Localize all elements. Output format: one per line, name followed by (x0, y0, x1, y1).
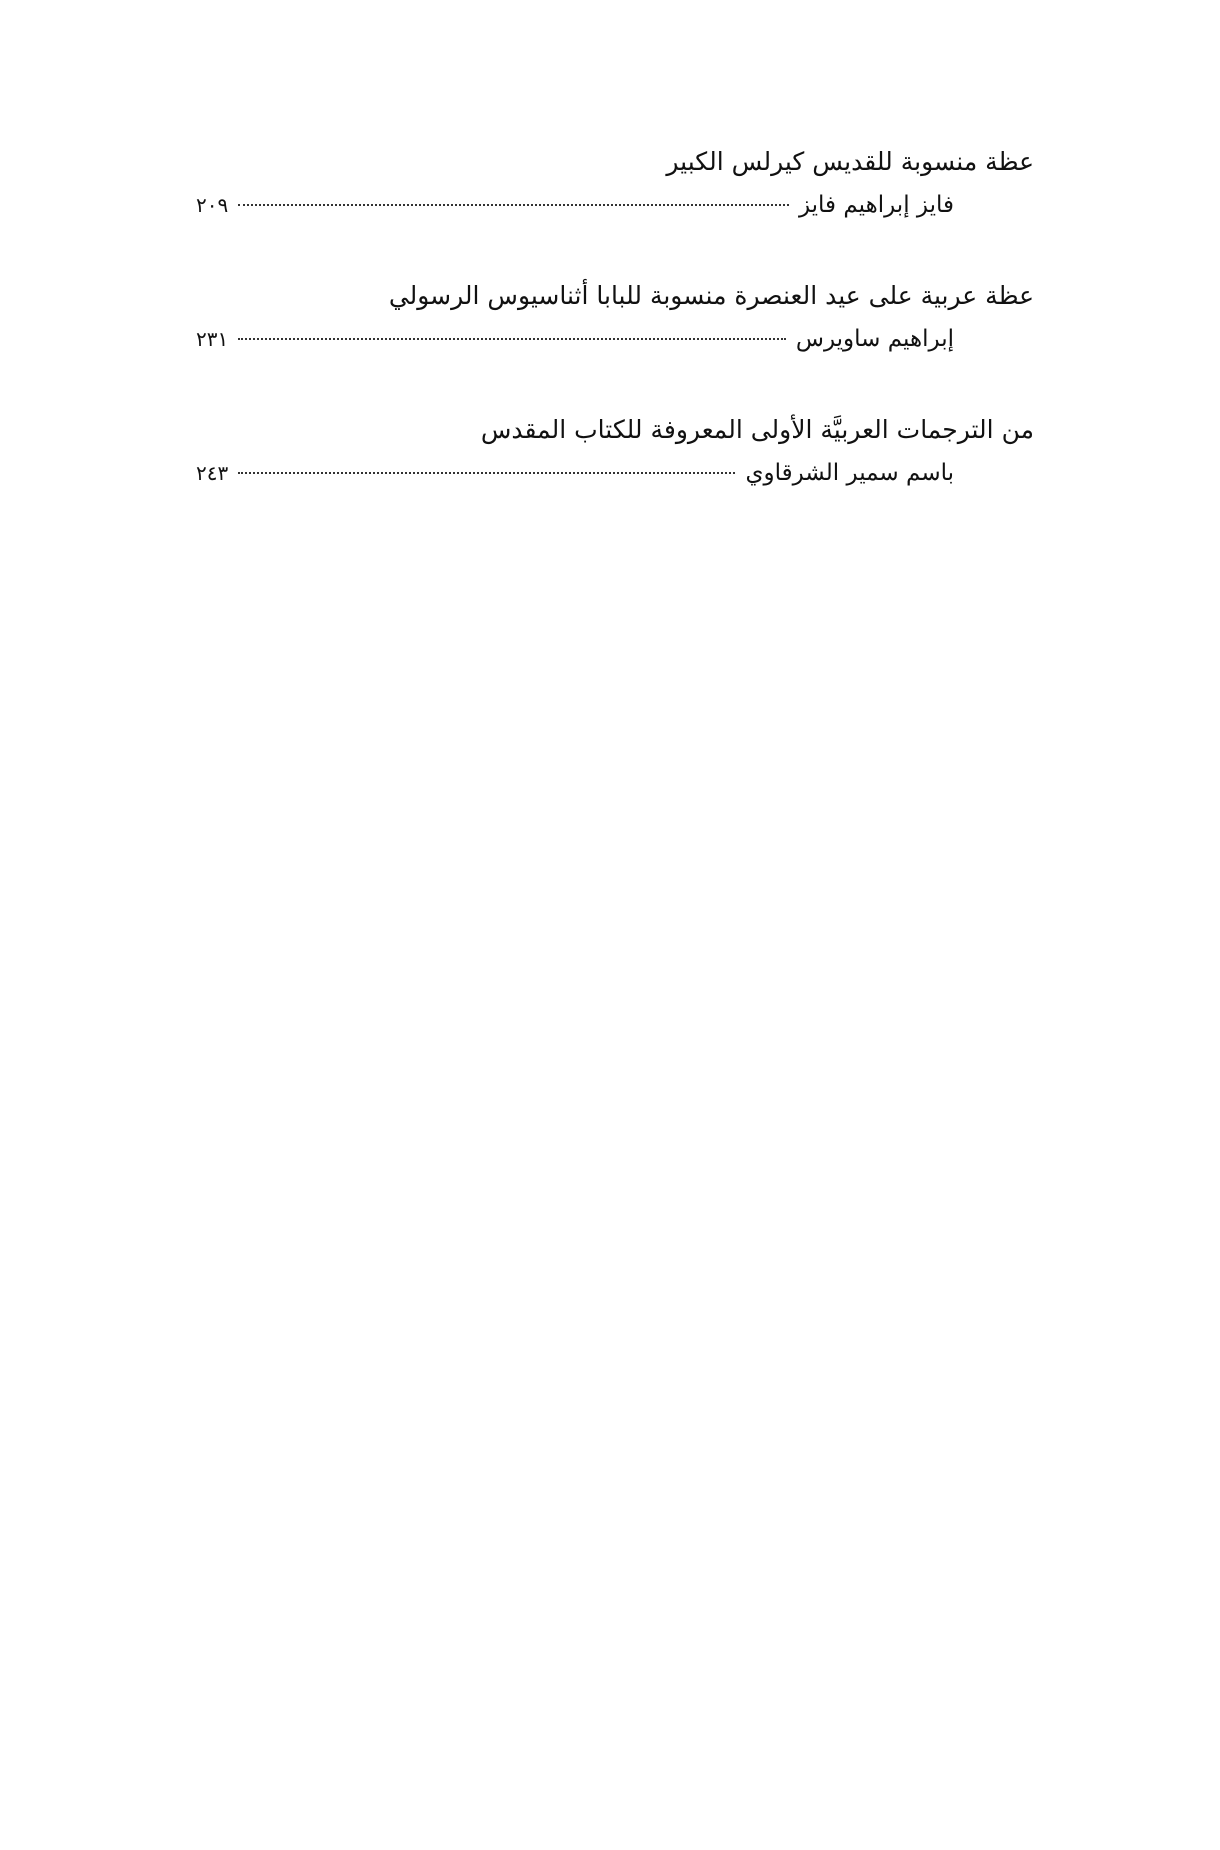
entry-author: فايز إبراهيم فايز (798, 192, 954, 218)
toc-entry (196, 408, 1034, 496)
entry-page-number: ٢٠٩ (196, 193, 229, 217)
entry-page-number: ٢٤٣ (196, 461, 229, 485)
dot-leader (238, 204, 789, 206)
entry-author-line (196, 326, 1034, 362)
entry-author-line (196, 192, 1034, 228)
toc-entry (196, 274, 1034, 362)
entry-title: من الترجمات العربيَّة الأولى المعروفة للكتاب المقدس (480, 415, 1034, 444)
dot-leader (238, 338, 786, 340)
entry-page-number: ٢٣١ (196, 327, 229, 351)
dot-leader (238, 472, 735, 474)
entry-title: عظة عربية على عيد العنصرة منسوبة للبابا أثناسيوس الرسولي (388, 281, 1034, 310)
entry-title: عظة منسوبة للقديس كيرلس الكبير (666, 147, 1034, 176)
table-of-contents (196, 140, 1034, 542)
entry-author: باسم سمير الشرقاوي (745, 460, 954, 486)
toc-entry (196, 140, 1034, 228)
entry-author: إبراهيم ساويرس (795, 326, 954, 352)
entry-author-line (196, 460, 1034, 496)
